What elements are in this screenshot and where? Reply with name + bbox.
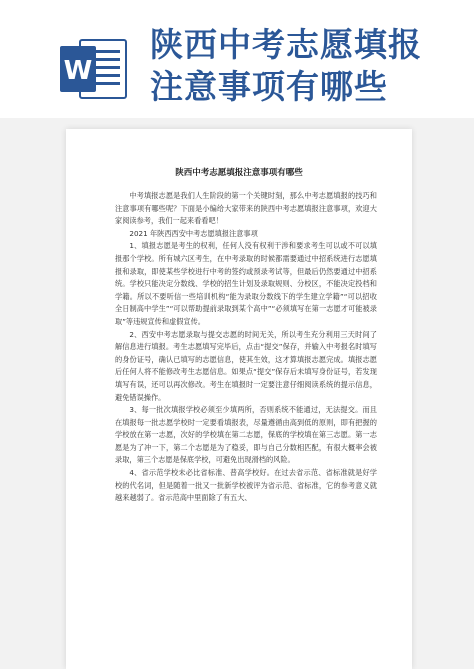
- title-line-2: 注意事项有哪些: [150, 67, 388, 106]
- paragraph-item-4: 4、省示范学校未必比省标准、普高学校好。在过去省示范、省标准就是好学校的代名词，但是随着一批又一批新学校被评为省示范、省标准，它的参考意义就越来越弱了。省示范高中里面除了有五大、: [115, 468, 377, 503]
- page-title: [150, 24, 450, 108]
- paragraph-intro: 中考填报志愿是我们人生阶段的第一个关键时刻，那么中考志愿填报的技巧和注意事项有哪些呢？下面是小编给大家带来的陕西中考志愿填报注意事项，欢迎大家阅读参考，我们一起来看看吧！: [115, 191, 377, 226]
- paragraph-subheading: 2021 年陕西西安中考志愿填报注意事项: [129, 228, 258, 238]
- document-heading: 陕西中考志愿填报注意事项有哪些: [175, 168, 303, 178]
- document-body: [115, 190, 377, 505]
- paragraph-item-2: 2、西安中考志愿录取与提交志愿的时间无关，所以考生充分利用三天时间了解信息进行填报。考生志愿填写完毕后，点击“提交”保存，并输入中考报名时填写的身份证号，确认已填写的志愿信息，使其生效，这才算填报志愿完成。填报志愿后任何人将不能修改考生志愿信息。如果点“提交”保存后未填写身份证号，若发现填写有误，还可以再次修改。考生在填报时一定要注意仔细阅读系统的提示信息，避免错误操作。: [115, 329, 377, 402]
- word-document-icon: [58, 36, 130, 102]
- paragraph-item-1: 1、填报志愿是考生的权利，任何人没有权利干涉和要求考生可以或不可以填报那个学校。所有城六区考生，在中考录取的时候都需要通过中招系统进行志愿填报和录取，即使某些学校进行中考的签约或预录考试等，但最后仍然要通过中招系统。学校只能决定分数线、学校的招生计划及录取规则、分校区，不能决定投档和学籍。所以不要听信一些培训机构“能为录取分数线下的学生建立学籍”“可以招收全日制高中学生”“可以帮助提前录取到某个高中”“必须填写在第一志愿才可能被录取”等违规宣传和虚假宣传。: [115, 241, 377, 326]
- header-banner: [0, 0, 474, 118]
- document-page: [66, 129, 412, 669]
- paragraph-item-3: 3、每一批次填报学校必须至少填两所，否则系统不能通过，无法提交。而且在填报每一批志愿学校时一定要看填报表，尽量遵循由高到低的原则，即有把握的学校放在第一志愿，次好的学校填在第二志愿，保底的学校填在第三志愿。第一志愿是为了冲一下，第二个志愿是为了稳妥，即与自己分数相匹配，有很大概率会被录取，第三个志愿是保底学校，可避免出现滑档的风险。: [115, 405, 377, 465]
- logo-letter: W: [63, 56, 93, 86]
- title-line-1: 陕西中考志愿填报: [150, 25, 422, 64]
